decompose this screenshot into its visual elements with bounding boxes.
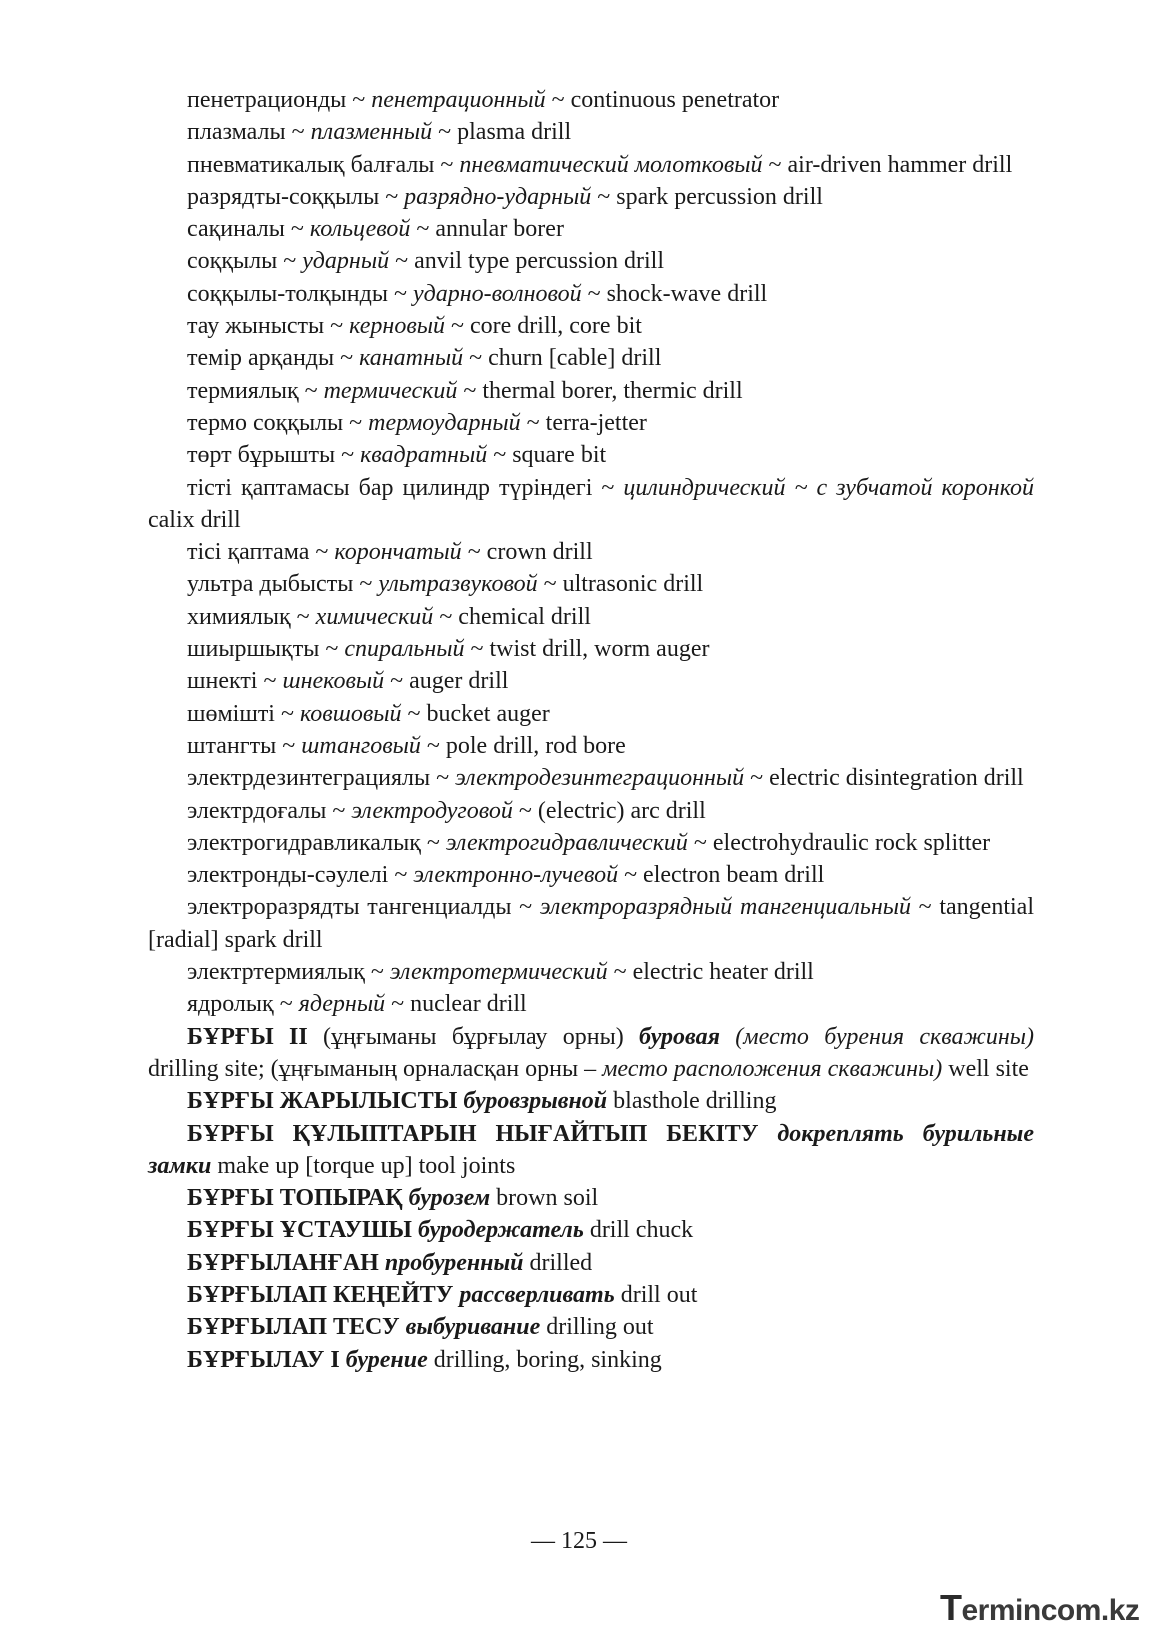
entry-text: электрдоғалы ~ [187,797,352,824]
entry-russian-term: буровая [639,1023,720,1050]
entry-russian-term: электротермический [389,959,608,986]
dictionary-entry [148,310,1034,342]
entry-text: тау жынысты ~ [187,313,350,340]
dictionary-entry [148,1182,1034,1214]
dictionary-entry [148,698,1034,730]
entry-text: ~ electron beam drill [618,862,825,889]
entry-text: электроразрядты тангенциалды ~ [187,894,540,921]
entry-text: шнекті ~ [187,668,283,695]
entry-text: электрогидравликалық ~ [187,829,446,856]
logo-text: ermincom.kz [961,1594,1140,1627]
entry-russian-term: квадратный [360,442,488,469]
entry-text: ~ ultrasonic drill [537,571,704,598]
dictionary-entry [148,859,1034,891]
entry-russian-term: электродуговой [351,797,513,824]
entry-text: соққылы-толқынды ~ [187,280,413,307]
entry-text: химиялық ~ [187,603,316,630]
entry-text: ~ twist drill, worm auger [464,636,710,663]
termincom-logo[interactable] [940,1587,1139,1629]
entry-text: пневматикалық балғалы ~ [187,151,460,178]
entry-text: электртермиялық ~ [187,959,390,986]
entry-russian-term: корончатый [334,539,462,566]
dictionary-entry [148,1279,1034,1311]
logo-initial: T [940,1587,962,1628]
entry-russian-term: электронно-лучевой [413,862,619,889]
entry-text: make up [torque up] tool joints [211,1152,516,1179]
entry-text: сақиналы ~ [187,216,310,243]
entry-russian-term: пневматический молотковый [459,151,763,178]
entry-russian-term: химический [315,603,434,630]
entry-text: шөмішті ~ [187,700,300,727]
dictionary-entry [148,1311,1034,1343]
entry-text: ~ electrohydraulic rock splitter [687,829,991,856]
entry-headword: БҰРҒЫ ҚҰЛЫПТАРЫН НЫҒАЙТЫП БЕКІТУ [187,1120,759,1147]
entry-text: brown soil [490,1185,599,1212]
dictionary-entry [148,439,1034,471]
entry-russian-term: ядерный [298,991,386,1018]
entry-headword: БҰРҒЫЛАНҒАН [187,1249,379,1276]
dictionary-entry [148,84,1034,116]
dictionary-entry [148,1021,1034,1086]
dictionary-entry [148,1344,1034,1376]
entry-text: ~ (electric) arc drill [512,797,706,824]
entry-russian-term: термоударный [368,409,521,436]
entry-russian-term: кольцевой [309,216,411,243]
entry-russian-term: ультразвуковой [378,571,538,598]
entry-russian-term: ковшовый [299,700,402,727]
entry-russian-term: электрогидравлический [445,829,688,856]
dictionary-entry [148,407,1034,439]
entry-text: ~ electric disintegration drill [744,765,1024,792]
entry-text: тісі қаптама ~ [187,539,335,566]
entry-headword: БҰРҒЫ ЖАРЫЛЫСТЫ [187,1088,458,1115]
entry-text: ~ anvil type percussion drill [389,248,665,275]
entry-text: ~ churn [cable] drill [463,345,662,372]
page-number: — 125 — [531,1528,627,1554]
entry-text: ~ square bit [487,442,607,469]
entry-text: drilling site; (ұңғыманың орналасқан орны – [148,1055,603,1082]
entry-text: ~ auger drill [384,668,509,695]
entry-russian-term: электроразрядный тангенциальный [539,894,911,921]
entry-headword: БҰРҒЫ II [187,1023,308,1050]
entry-russian-note: (место бурения скважины) [719,1023,1035,1050]
entry-text: төрт бұрышты ~ [187,442,361,469]
dictionary-entry [148,827,1034,859]
entry-text: (ұңғыманы бұрғылау орны) [307,1023,640,1050]
entry-text: ~ plasma drill [432,119,572,146]
entry-text: calix drill [148,506,241,533]
dictionary-entry [148,245,1034,277]
entry-russian-term: спиральный [344,636,465,663]
dictionary-entry [148,633,1034,665]
entry-russian-term: штанговый [301,732,421,759]
entry-text: ~ bucket auger [401,700,550,727]
entry-text: ~ crown drill [461,539,593,566]
entry-russian-term: ударный [302,248,390,275]
entry-text: пенетрационды ~ [187,87,372,113]
entry-russian-term: разрядно-ударный [404,183,592,210]
dictionary-entry [148,116,1034,148]
dictionary-entry [148,1118,1034,1183]
entry-text: drilled [523,1249,593,1276]
entry-text: электрдезинтеграциялы ~ [187,765,456,792]
dictionary-entry [148,278,1034,310]
entry-russian-term: бурозем [408,1185,491,1212]
entry-text: ~ tangential [radial] spark drill [148,894,1034,953]
entry-text: ~ annular borer [410,216,564,243]
entry-russian-note: место расположения скважины) [602,1055,943,1082]
entry-text: ~ nuclear drill [385,991,527,1018]
entry-headword: БҰРҒЫ ҰСТАУШЫ [187,1217,412,1244]
entry-text: термо соққылы ~ [187,409,369,436]
dictionary-entry [148,1214,1034,1246]
dictionary-entry [148,568,1034,600]
entry-russian-term: пробуренный [384,1249,524,1276]
dictionary-text [148,84,1034,1376]
entry-text: ~ continuous penetrator [545,87,780,113]
dictionary-entry [148,342,1034,374]
entry-text: ~ shock-wave drill [581,280,768,307]
entry-russian-term: ударно-волновой [412,280,582,307]
dictionary-entry [148,665,1034,697]
entry-text: ядролық ~ [187,991,299,1018]
entry-russian-term: рассверливать [459,1281,615,1308]
dictionary-entry [148,795,1034,827]
entry-text: well site [942,1055,1029,1082]
dictionary-entry [148,956,1034,988]
entry-text: ~ thermal borer, thermic drill [457,377,743,404]
entry-russian-term: плазменный [310,119,433,146]
entry-text: плазмалы ~ [187,119,311,146]
dictionary-entry [148,601,1034,633]
entry-text: ~ terra-jetter [520,409,647,436]
entry-text: ультра дыбысты ~ [187,571,379,598]
entry-russian-term: цилиндрический ~ с зубчатой коронкой [623,474,1035,501]
entry-text: ~ air-driven hammer drill [762,151,1013,178]
entry-text: drilling, boring, sinking [427,1346,662,1373]
entry-text: темір арқанды ~ [187,345,360,372]
entry-headword: БҰРҒЫЛАП ТЕСУ [187,1314,400,1341]
dictionary-entry [148,762,1034,794]
dictionary-entry [148,181,1034,213]
entry-text: blasthole drilling [607,1088,777,1115]
entry-text [758,1121,777,1147]
entry-russian-term: бурение [345,1346,428,1373]
entry-russian-term: электродезинтеграционный [455,765,745,792]
entry-russian-term: пенетрационный [371,87,546,113]
entry-text: штангты ~ [187,732,302,759]
entry-russian-term: выбуривание [405,1314,541,1341]
entry-text: термиялық ~ [187,377,324,404]
dictionary-entry [148,891,1034,956]
dictionary-entry [148,1247,1034,1279]
entry-text: ~ pole drill, rod bore [420,732,626,759]
dictionary-entry [148,988,1034,1020]
dictionary-entry [148,472,1034,537]
entry-headword: БҰРҒЫЛАУ I [187,1346,340,1373]
dictionary-entry [148,375,1034,407]
entry-text: drill out [614,1281,698,1308]
entry-text: тісті қаптамасы бар цилиндр түріндегі ~ [187,474,624,501]
dictionary-entry [148,1085,1034,1117]
entry-text: ~ electric heater drill [607,959,814,986]
entry-text: электронды-сәулелі ~ [187,862,414,889]
entry-russian-term: керновый [349,313,445,340]
entry-russian-term: буровзрывной [463,1088,608,1115]
entry-text: drill chuck [583,1217,694,1244]
entry-russian-term: термический [323,377,458,404]
entry-text: ~ spark percussion drill [591,183,823,210]
entry-russian-term: канатный [359,345,464,372]
entry-text: drilling out [540,1314,654,1341]
entry-headword: БҰРҒЫЛАП КЕҢЕЙТУ [187,1281,454,1308]
entry-text: шиыршықты ~ [187,636,345,663]
dictionary-entry [148,730,1034,762]
entry-russian-term: буродержатель [417,1217,584,1244]
entry-text: разрядты-соққылы ~ [187,183,405,210]
entry-text: ~ core drill, core bit [445,313,642,340]
dictionary-entry [148,536,1034,568]
entry-russian-term: шнековый [282,668,385,695]
entry-text: соққылы ~ [187,248,303,275]
entry-text: ~ chemical drill [433,603,591,630]
entry-headword: БҰРҒЫ ТОПЫРАҚ [187,1185,403,1212]
dictionary-entry [148,213,1034,245]
dictionary-entry [148,149,1034,181]
entry-russian-term: докреплять бурильные замки [148,1120,1034,1179]
